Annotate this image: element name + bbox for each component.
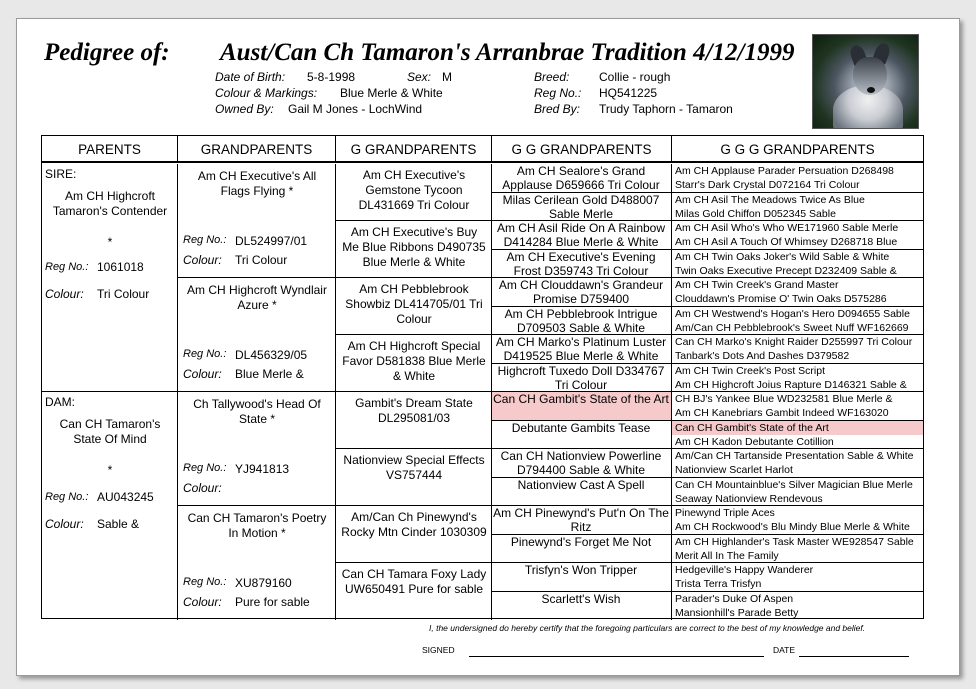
- ggg-grandparent-name: Nationview Scarlet Harlot: [675, 464, 793, 477]
- dam-name: Can CH Tamaron's State Of Mind: [59, 417, 161, 446]
- gg-grandparent-name: Am CH Pebblebrook Intrigue D709503 Sable & White: [504, 306, 658, 335]
- ggg-grandparent-name: Tanbark's Dots And Dashes D379582: [675, 350, 850, 363]
- dam-colour-value: Sable &: [97, 517, 140, 531]
- pedigree-sheet: [16, 18, 960, 676]
- ggg-grandparent-pair: [672, 421, 923, 450]
- gg-grandparent-cell: [492, 478, 672, 507]
- ggg-grandparent-name: Pinewynd Triple Aces: [675, 507, 775, 519]
- gg-grandparent-cell: [492, 392, 672, 421]
- grandparent-reg-label: Reg No.:: [183, 462, 227, 474]
- ggg-grandparent-name: CH BJ's Yankee Blue WD232581 Blue Merle &: [675, 393, 893, 405]
- ggg-grandparent-pair: [672, 478, 923, 507]
- g-grandparent-name: Gambit's Dream State DL295081/03: [355, 396, 473, 425]
- g-grandparent-name: Am CH Pebblebrook Showbiz DL414705/01 Tri Colour: [345, 282, 483, 326]
- gg-grandparent-cell: [492, 221, 672, 250]
- ggg-grandparent-name: Am CH Highlander's Task Master WE928547 Sable: [675, 535, 914, 548]
- g-grandparent-cell: [336, 335, 492, 392]
- ggg-grandparent-pair: [672, 278, 923, 307]
- dob-label: Date of Birth:: [215, 70, 286, 84]
- ggg-grandparent-pair: [672, 592, 923, 621]
- ggg-grandparent-name: Can CH Gambit's State of the Art: [672, 421, 923, 435]
- grandparent-cell: [178, 392, 336, 506]
- dam-star: *: [107, 463, 113, 477]
- ggg-grandparent-name: Milas Gold Chiffon D052345 Sable: [675, 207, 836, 220]
- ggg-grandparent-pair: [672, 535, 923, 564]
- sire-reg-label: Reg No.:: [45, 261, 89, 273]
- grandparent-colour-label: Colour:: [183, 595, 222, 609]
- ggg-grandparent-name: Mansionhill's Parade Betty: [675, 606, 799, 619]
- gg-grandparent-name: Nationview Cast A Spell: [517, 477, 645, 492]
- ggg-grandparent-name: Am CH Twin Oaks Joker's Wild Sable & White: [675, 250, 890, 263]
- grandparent-reg-value: DL524997/01: [235, 234, 308, 248]
- breed-label: Breed:: [534, 70, 570, 84]
- dog-photo: [812, 34, 919, 129]
- grandparent-reg-value: YJ941813: [235, 462, 290, 476]
- ggg-grandparent-name: Am CH Rockwood's Blu Mindy Blue Merle & White: [675, 521, 910, 534]
- g-grandparent-cell: [336, 392, 492, 449]
- sex-label: Sex:: [407, 70, 432, 84]
- g-grandparent-cell: [336, 563, 492, 620]
- dam-colour-label: Colour:: [45, 517, 84, 531]
- ggg-grandparent-pair: [672, 221, 923, 250]
- ggg-grandparent-name: Trista Terra Trisfyn: [675, 578, 762, 591]
- gg-grandparent-name: Am CH Clouddawn's Grandeur Promise D759400: [498, 278, 664, 306]
- column-header-parents: PARENTS: [42, 136, 178, 163]
- ggg-grandparent-name: Am/Can CH Pebblebrook's Sweet Nuff WF162669: [675, 321, 909, 334]
- gg-grandparent-name: Am CH Marko's Platinum Luster D419525 Blue Merle & White: [495, 335, 667, 363]
- ggg-grandparent-pair: [672, 392, 923, 421]
- certification-text: I, the undersigned do hereby certify that the foregoing particulars are correct to the best of my knowledge and belief.: [429, 623, 866, 633]
- dog-name-title: Aust/Can Ch Tamaron's Arranbrae Tradition 4/12/1999: [220, 39, 795, 66]
- ggg-grandparent-pair: [672, 563, 923, 592]
- ggg-grandparent-name: Am CH Asil Who's Who WE171960 Sable Merle: [675, 222, 899, 234]
- gg-grandparent-cell: [492, 193, 672, 222]
- ggg-grandparent-name: Clouddawn's Promise O' Twin Oaks D575286: [675, 293, 887, 306]
- g-grandparent-cell: [336, 221, 492, 278]
- pedigree-table: [41, 135, 924, 619]
- bred-by-label: Bred By:: [534, 102, 581, 116]
- column-header-g-grandparents: G GRANDPARENTS: [336, 136, 492, 163]
- ggg-grandparent-name: Parader's Duke Of Aspen: [675, 592, 794, 605]
- dob-value: 5-8-1998: [307, 70, 356, 84]
- gg-grandparent-cell: [492, 164, 672, 193]
- ggg-grandparent-name: Am CH Asil A Touch Of Whimsey D268718 Blue: [675, 236, 898, 249]
- reg-no-value: HQ541225: [599, 86, 658, 100]
- sex-value: M: [442, 70, 452, 84]
- grandparent-colour-label: Colour:: [183, 481, 222, 495]
- gg-grandparent-cell: [492, 364, 672, 393]
- g-grandparent-cell: [336, 164, 492, 221]
- ggg-grandparent-pair: [672, 364, 923, 393]
- g-grandparent-name: Am/Can Ch Pinewynd's Rocky Mtn Cinder 1030309: [341, 510, 487, 539]
- sire-name: Am CH Highcroft Tamaron's Contender: [52, 189, 168, 218]
- grandparent-name: Can CH Tamaron's Poetry In Motion *: [187, 511, 327, 540]
- gg-grandparent-name: Milas Cerilean Gold D488007 Sable Merle: [502, 192, 660, 221]
- reg-no-label: Reg No.:: [534, 86, 582, 100]
- gg-grandparent-name: Am CH Sealore's Grand Applause D659666 Tri Colour: [502, 164, 660, 192]
- gg-grandparent-name: Am CH Executive's Evening Frost D359743 Tri Colour: [506, 249, 656, 278]
- grandparent-colour-value: Tri Colour: [235, 253, 288, 267]
- g-grandparent-cell: [336, 449, 492, 506]
- ggg-grandparent-name: Am CH Twin Creek's Grand Master: [675, 279, 839, 291]
- sire-colour-label: Colour:: [45, 287, 84, 301]
- ggg-grandparent-name: Merit All In The Family: [675, 549, 779, 562]
- ggg-grandparent-pair: [672, 164, 923, 193]
- grandparent-reg-label: Reg No.:: [183, 234, 227, 246]
- gg-grandparent-cell: [492, 506, 672, 535]
- gg-grandparent-name: Highcroft Tuxedo Doll D334767 Tri Colour: [497, 363, 665, 392]
- ggg-grandparent-pair: [672, 250, 923, 279]
- grandparent-reg-value: DL456329/05: [235, 348, 308, 362]
- parent-cell-dam: [42, 392, 178, 620]
- ggg-grandparent-name: Am CH Twin Creek's Post Script: [675, 364, 826, 377]
- ggg-grandparent-name: Can CH Mountainblue's Silver Magician Blue Merle: [675, 478, 913, 491]
- column-header-ggg-grandparents: G G G GRANDPARENTS: [672, 136, 923, 163]
- ggg-grandparent-pair: [672, 335, 923, 364]
- grandparent-name: Ch Tallywood's Head Of State *: [193, 397, 321, 426]
- grandparent-cell: [178, 164, 336, 278]
- owned-by-label: Owned By:: [215, 102, 274, 116]
- ggg-grandparent-name: Am CH Asil The Meadows Twice As Blue: [675, 193, 865, 206]
- date-label: DATE: [773, 645, 796, 655]
- g-grandparent-name: Am CH Executive's Gemstone Tycoon DL431669 Tri Colour: [358, 168, 470, 212]
- pedigree-label: Pedigree of:: [44, 39, 170, 66]
- grandparent-cell: [178, 506, 336, 620]
- gg-grandparent-name: Can CH Gambit's State of the Art: [493, 392, 669, 406]
- ggg-grandparent-pair: [672, 449, 923, 478]
- g-grandparent-name: Am CH Executive's Buy Me Blue Ribbons D490735 Blue Merle & White: [342, 225, 486, 269]
- grandparent-reg-label: Reg No.:: [183, 348, 227, 360]
- gg-grandparent-cell: [492, 563, 672, 592]
- gg-grandparent-name: Can CH Nationview Powerline D794400 Sable & White: [500, 449, 662, 477]
- dam-role: DAM:: [45, 395, 75, 409]
- g-grandparent-cell: [336, 278, 492, 335]
- column-header-gg-grandparents: G G GRANDPARENTS: [492, 136, 672, 163]
- sire-reg-value: 1061018: [97, 260, 144, 274]
- gg-grandparent-cell: [492, 449, 672, 478]
- gg-grandparent-name: Pinewynd's Forget Me Not: [510, 534, 652, 549]
- gg-grandparent-cell: [492, 335, 672, 364]
- g-grandparent-name: Nationview Special Effects VS757444: [343, 453, 485, 482]
- colour-markings-value: Blue Merle & White: [340, 86, 443, 100]
- bred-by-value: Trudy Taphorn - Tamaron: [599, 102, 733, 116]
- sire-colour-value: Tri Colour: [97, 287, 150, 301]
- gg-grandparent-name: Am CH Asil Ride On A Rainbow D414284 Blue Merle & White: [496, 221, 666, 249]
- gg-grandparent-cell: [492, 535, 672, 564]
- gg-grandparent-cell: [492, 592, 672, 621]
- gg-grandparent-name: Trisfyn's Won Tripper: [524, 563, 638, 577]
- signature-line[interactable]: [469, 656, 764, 657]
- ggg-grandparent-pair: [672, 193, 923, 222]
- grandparent-name: Am CH Executive's All Flags Flying *: [197, 169, 317, 198]
- grandparent-reg-value: XU879160: [235, 576, 292, 590]
- gg-grandparent-cell: [492, 421, 672, 450]
- ggg-grandparent-name: Am CH Kanebriars Gambit Indeed WF163020: [675, 407, 889, 420]
- gg-grandparent-cell: [492, 307, 672, 336]
- breed-value: Collie - rough: [599, 70, 671, 84]
- ggg-grandparent-name: Am/Can CH Tartanside Presentation Sable & White: [675, 450, 914, 462]
- grandparent-name: Am CH Highcroft Wyndlair Azure *: [187, 283, 327, 312]
- dam-reg-label: Reg No.:: [45, 491, 89, 503]
- gg-grandparent-cell: [492, 250, 672, 279]
- g-grandparent-name: Am CH Highcroft Special Favor D581838 Blue Merle & White: [342, 339, 486, 383]
- date-line[interactable]: [799, 656, 909, 657]
- colour-markings-label: Colour & Markings:: [215, 86, 318, 100]
- grandparent-colour-value: Pure for sable: [235, 595, 310, 609]
- g-grandparent-name: Can CH Tamara Foxy Lady UW650491 Pure for sable: [341, 567, 487, 596]
- sire-star: *: [107, 235, 113, 249]
- grandparent-reg-label: Reg No.:: [183, 576, 227, 588]
- gg-grandparent-name: Scarlett's Wish: [541, 591, 621, 606]
- ggg-grandparent-name: Hedgeville's Happy Wanderer: [675, 564, 814, 576]
- ggg-grandparent-name: Twin Oaks Executive Precept D232409 Sable &: [675, 264, 897, 277]
- gg-grandparent-name: Am CH Pinewynd's Put'n On The Ritz: [493, 506, 669, 534]
- grandparent-cell: [178, 278, 336, 392]
- parent-cell-sire: [42, 164, 178, 392]
- ggg-grandparent-name: Am CH Highcroft Joius Rapture D146321 Sable &: [675, 378, 907, 391]
- ggg-grandparent-name: Am CH Applause Parader Persuation D268498: [675, 165, 894, 177]
- grandparent-colour-label: Colour:: [183, 367, 222, 381]
- ggg-grandparent-name: Starr's Dark Crystal D072164 Tri Colour: [675, 179, 860, 192]
- g-grandparent-cell: [336, 506, 492, 563]
- grandparent-colour-value: Blue Merle &: [235, 367, 304, 381]
- gg-grandparent-cell: [492, 278, 672, 307]
- sire-role: SIRE:: [45, 167, 77, 181]
- ggg-grandparent-name: Can CH Marko's Knight Raider D255997 Tri Colour: [675, 336, 913, 348]
- ggg-grandparent-name: Seaway Nationview Rendevous: [675, 492, 823, 505]
- column-header-grandparents: GRANDPARENTS: [178, 136, 336, 163]
- gg-grandparent-name: Debutante Gambits Tease: [511, 420, 651, 435]
- owned-by-value: Gail M Jones - LochWind: [288, 102, 423, 116]
- ggg-grandparent-pair: [672, 307, 923, 336]
- ggg-grandparent-pair: [672, 506, 923, 535]
- signed-label: SIGNED: [422, 645, 455, 655]
- ggg-grandparent-name: Am CH Westwend's Hogan's Hero D094655 Sable: [675, 307, 910, 320]
- grandparent-colour-label: Colour:: [183, 253, 222, 267]
- dam-reg-value: AU043245: [97, 490, 154, 504]
- ggg-grandparent-name: Am CH Kadon Debutante Cotillion: [675, 435, 834, 448]
